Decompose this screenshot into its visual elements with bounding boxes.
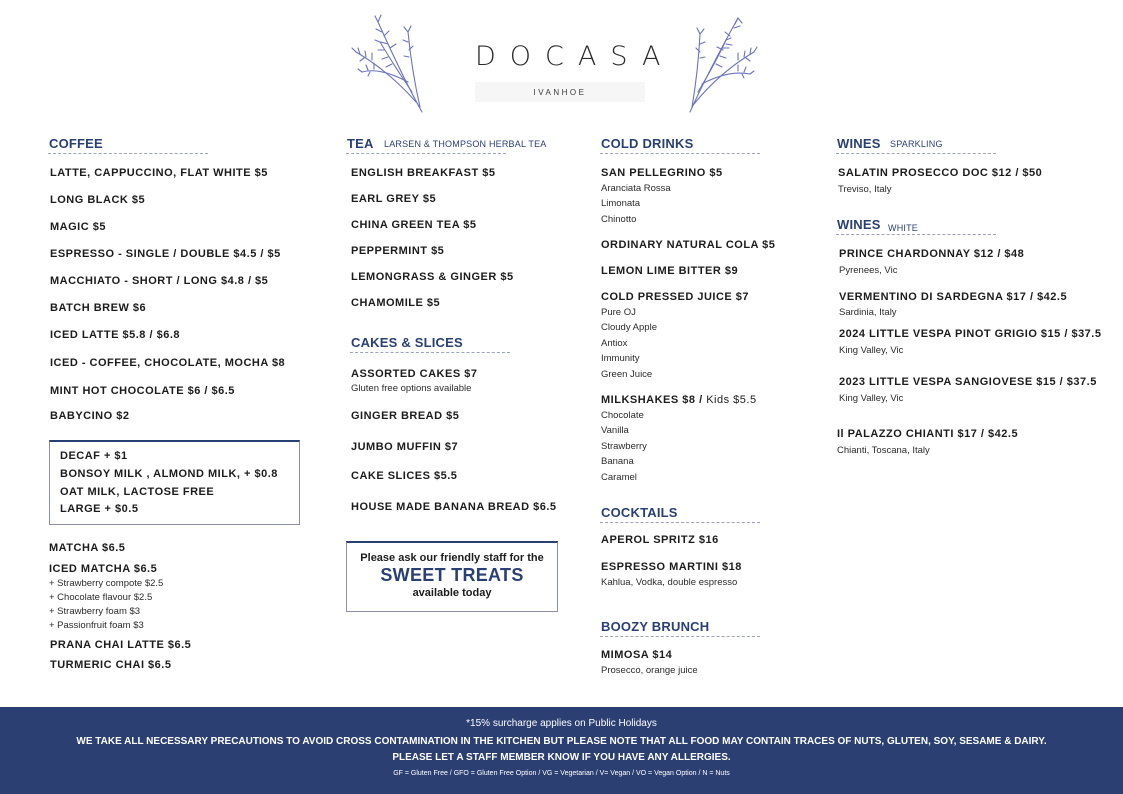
cold-drink-item: LEMON LIME BITTER $9 (601, 265, 739, 277)
wines-sparkling-divider (836, 153, 996, 154)
matcha-addon: + Passionfruit foam $3 (49, 620, 144, 631)
cakes-heading (346, 333, 546, 357)
brand-location: IVANHOE (533, 87, 587, 97)
wine-origin: Treviso, Italy (838, 184, 892, 195)
cocktails-heading (600, 503, 800, 527)
boozy-brunch-title: BOOZY BRUNCH (601, 619, 710, 634)
cocktail-item: APEROL SPRITZ $16 (601, 534, 719, 546)
tea-divider (346, 153, 506, 154)
coffee-item: LATTE, CAPPUCCINO, FLAT WHITE $5 (50, 167, 268, 179)
cocktails-title: COCKTAILS (601, 505, 678, 520)
milkshakes-price: MILKSHAKES $8 / (601, 394, 703, 406)
flavour: Cloudy Apple (601, 322, 657, 333)
flavour: Caramel (601, 472, 637, 483)
cocktail-item: ESPRESSO MARTINI $18 (601, 561, 742, 573)
boozy-brunch-heading (600, 617, 800, 641)
extra-item: OAT MILK, LACTOSE FREE (60, 486, 215, 498)
wine-origin: King Valley, Vic (839, 345, 904, 356)
extra-item: DECAF + $1 (60, 450, 128, 462)
tea-item: PEPPERMINT $5 (351, 245, 445, 257)
wine-item: Il PALAZZO CHIANTI $17 / $42.5 (837, 428, 1019, 440)
milkshakes-item (601, 394, 757, 406)
wine-item: VERMENTINO DI SARDEGNA $17 / $42.5 (839, 291, 1068, 303)
brunch-desc: Prosecco, orange juice (601, 665, 698, 676)
coffee-item: MACCHIATO - SHORT / LONG $4.8 / $5 (50, 275, 269, 287)
matcha-addon: + Chocolate flavour $2.5 (49, 592, 153, 603)
allergy-notice: WE TAKE ALL NECESSARY PRECAUTIONS TO AVOID CROSS CONTAMINATION IN THE KITCHEN BUT PLEASE NOTE THAT ALL FOOD MAY CONTAIN TRACES OF NUTS, GLUTEN, SOY, SESAME & DAIRY. (76, 736, 1047, 747)
flavour: Antiox (601, 338, 628, 349)
cake-item: JUMBO MUFFIN $7 (351, 441, 459, 453)
wines-white-title: WINES (837, 217, 881, 232)
coffee-divider (48, 153, 208, 154)
flavour: Green Juice (601, 369, 653, 380)
prana-chai-item: PRANA CHAI LATTE $6.5 (50, 639, 192, 651)
coffee-item: BATCH BREW $6 (50, 302, 147, 314)
tea-item: CHINA GREEN TEA $5 (351, 219, 477, 231)
coffee-item: ESPRESSO - SINGLE / DOUBLE $4.5 / $5 (50, 248, 281, 260)
cold-drinks-divider (600, 153, 760, 154)
wine-item: SALATIN PROSECCO DOC $12 / $50 (838, 167, 1043, 179)
coffee-extras-box (49, 440, 300, 525)
flavour: Aranciata Rossa (601, 183, 671, 194)
flavour: Vanilla (601, 425, 629, 436)
flavour: Limonata (601, 198, 641, 209)
cake-item: CAKE SLICES $5.5 (351, 470, 458, 482)
flavour: Pure OJ (601, 307, 636, 318)
coffee-item: MINT HOT CHOCOLATE $6 / $6.5 (50, 385, 235, 397)
iced-matcha-item: ICED MATCHA $6.5 (49, 563, 158, 575)
tea-item: EARL GREY $5 (351, 193, 437, 205)
coffee-item: LONG BLACK $5 (50, 194, 146, 206)
sweet-treats-line3: available today (412, 587, 492, 599)
cocktails-divider (600, 522, 760, 523)
allergy-request: PLEASE LET A STAFF MEMBER KNOW IF YOU HAVE ANY ALLERGIES. (392, 752, 731, 763)
cake-item: ASSORTED CAKES $7 (351, 368, 478, 380)
cakes-divider (350, 352, 510, 353)
coffee-item: ICED - COFFEE, CHOCOLATE, MOCHA $8 (50, 357, 286, 369)
coffee-title: COFFEE (49, 136, 103, 151)
wines-white-subtitle: WHITE (888, 223, 918, 233)
wine-origin: Chianti, Toscana, Italy (837, 445, 930, 456)
wine-origin: Pyrenees, Vic (839, 265, 898, 276)
coffee-item: BABYCINO $2 (50, 410, 130, 422)
cold-drinks-title: COLD DRINKS (601, 136, 694, 151)
wines-section (836, 134, 1116, 456)
wines-white-divider (836, 234, 996, 235)
matcha-addon: + Strawberry compote $2.5 (49, 578, 164, 589)
wines-white-heading (836, 215, 1036, 239)
coffee-item: MAGIC $5 (50, 221, 106, 233)
flavour: Chinotto (601, 214, 637, 225)
cold-drink-item: SAN PELLEGRINO $5 (601, 167, 723, 179)
wine-item: 2024 LITTLE VESPA PINOT GRIGIO $15 / $37.5 (839, 328, 1102, 340)
wines-sparkling-heading (836, 134, 1116, 158)
extra-item: LARGE + $0.5 (60, 503, 139, 515)
allergy-footer (0, 707, 1123, 794)
sweet-treats-box (346, 541, 558, 612)
wine-origin: King Valley, Vic (839, 393, 904, 404)
wine-item: 2023 LITTLE VESPA SANGIOVESE $15 / $37.5 (839, 376, 1097, 388)
tea-item: ENGLISH BREAKFAST $5 (351, 167, 496, 179)
flavour: Banana (601, 456, 634, 467)
cocktail-desc: Kahlua, Vodka, double espresso (601, 577, 738, 588)
cakes-title: CAKES & SLICES (351, 335, 463, 350)
brand-name: DOCASA (475, 41, 675, 72)
tea-heading (346, 134, 576, 158)
wine-origin: Sardinia, Italy (839, 307, 897, 318)
coffee-heading (48, 134, 318, 158)
tea-subtitle: LARSEN & THOMPSON HERBAL TEA (384, 139, 547, 149)
lavender-sprig-right-icon (680, 12, 760, 114)
matcha-item: MATCHA $6.5 (49, 542, 126, 554)
wines-sparkling-subtitle: SPARKLING (890, 139, 943, 149)
logo (465, 40, 675, 110)
cake-item: HOUSE MADE BANANA BREAD $6.5 (351, 501, 557, 513)
flavour: Immunity (601, 353, 640, 364)
tea-section (346, 134, 576, 513)
cake-item: GINGER BREAD $5 (351, 410, 460, 422)
brand-location-band (475, 82, 645, 102)
flavour: Chocolate (601, 410, 644, 421)
extra-item: BONSOY MILK , ALMOND MILK, + $0.8 (60, 468, 278, 480)
flavour: Strawberry (601, 441, 647, 452)
sweet-treats-title: SWEET TREATS (380, 565, 524, 585)
cold-drinks-section (600, 134, 820, 676)
brunch-item: MIMOSA $14 (601, 649, 673, 661)
matcha-addon: + Strawberry foam $3 (49, 606, 141, 617)
cake-note: Gluten free options available (351, 383, 472, 394)
surcharge-notice: *15% surcharge applies on Public Holidays (466, 718, 657, 729)
cold-drinks-heading (600, 134, 820, 158)
tea-title: TEA (347, 136, 374, 151)
lavender-sprig-left-icon (350, 12, 430, 114)
milkshakes-kids-price: Kids $5.5 (702, 394, 757, 406)
tea-item: LEMONGRASS & GINGER $5 (351, 271, 514, 283)
menu-header (0, 0, 1123, 125)
boozy-brunch-divider (600, 636, 760, 637)
cold-drink-item: COLD PRESSED JUICE $7 (601, 291, 750, 303)
coffee-item: ICED LATTE $5.8 / $6.8 (50, 329, 181, 341)
sweet-treats-line1: Please ask our friendly staff for the (360, 552, 544, 564)
wines-sparkling-title: WINES (837, 136, 881, 151)
dietary-legend: GF = Gluten Free / GFO = Gluten Free Option / VG = Vegetarian / V= Vegan / VO = Vegan Option / N = Nuts (393, 770, 730, 777)
cold-drink-item: ORDINARY NATURAL COLA $5 (601, 239, 776, 251)
tea-item: CHAMOMILE $5 (351, 297, 441, 309)
wine-item: PRINCE CHARDONNAY $12 / $48 (839, 248, 1025, 260)
turmeric-chai-item: TURMERIC CHAI $6.5 (50, 659, 172, 671)
